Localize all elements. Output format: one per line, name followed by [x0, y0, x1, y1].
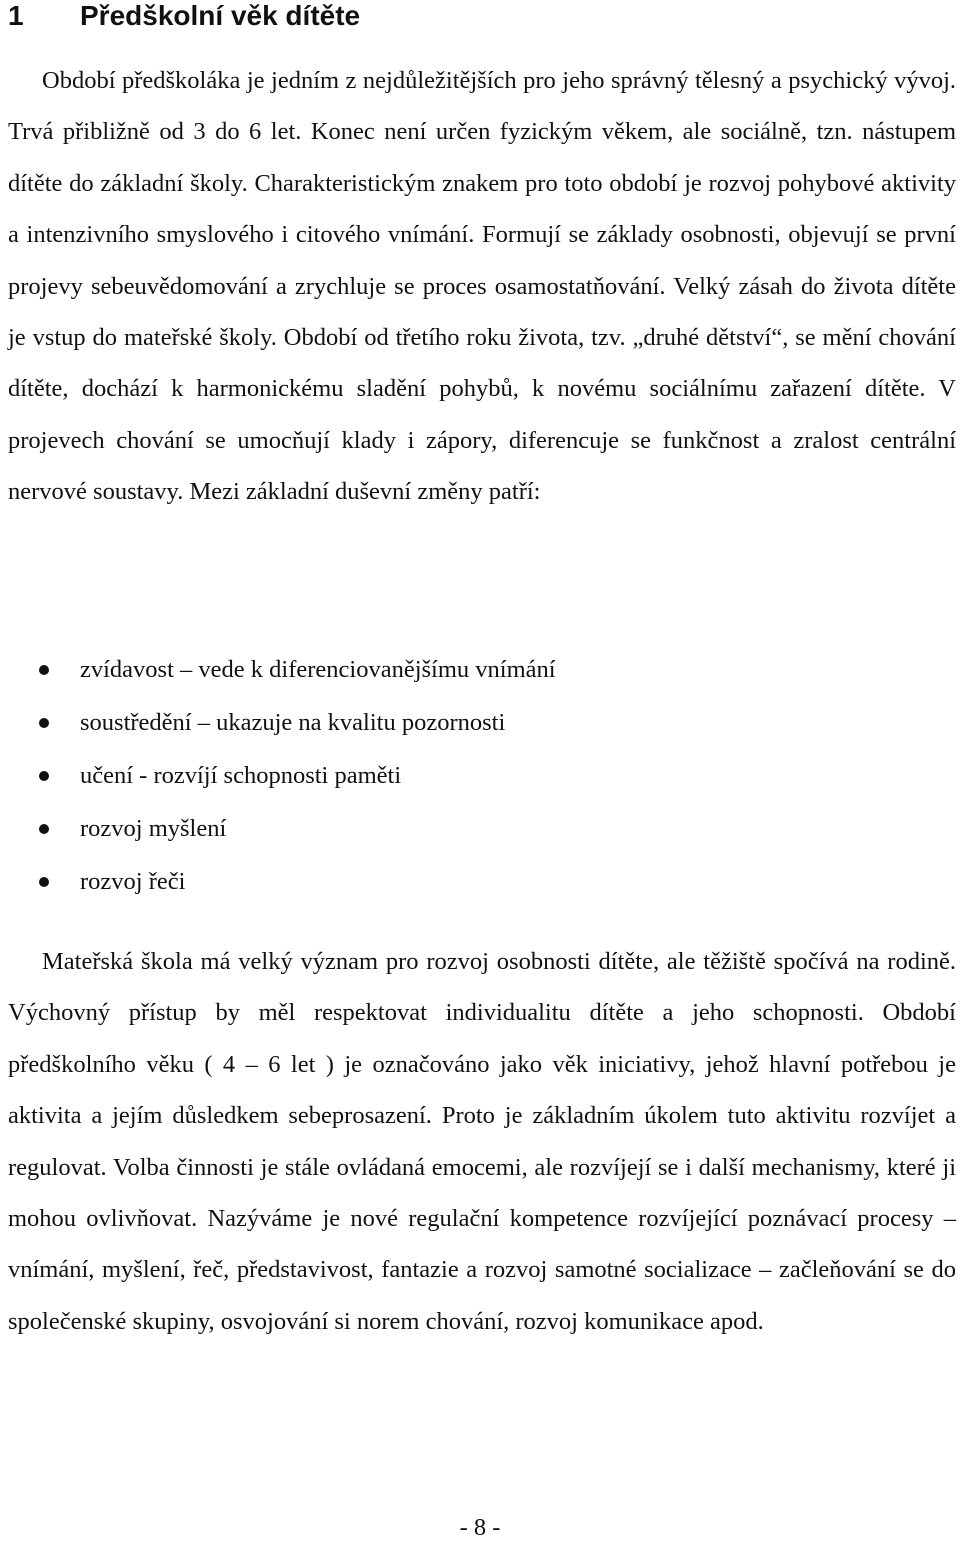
list-item: [0, 855, 556, 908]
page-number: - 8 -: [459, 1514, 501, 1541]
list-item-text: učení - rozvíjí schopnosti paměti: [80, 762, 402, 789]
list-item-text: zvídavost – vede k diferenciovanějšímu vnímání: [80, 656, 556, 683]
bullet-icon: [39, 877, 49, 887]
list-item-text: rozvoj řeči: [80, 868, 186, 895]
list-item-text: soustředění – ukazuje na kvalitu pozornosti: [80, 709, 506, 736]
intro-paragraph: Období předškoláka je jedním z nejdůležitějších pro jeho správný tělesný a psychický vývoj. Trvá přibližně od 3 do 6 let. Konec není určen fyzickým věkem, ale sociálně, tzn. nástupem dítěte do základní školy. Charakteristickým znakem pro toto období je rozvoj pohybové aktivity a intenzivního smyslového i citového vnímání. Formují se základy osobnosti, objevují se první projevy sebeuvědomování a zrychluje se proces osamostatňování. Velký zásah do života dítěte je vstup do mateřské školy. Období od třetího roku života, tzv. „druhé dětství“, se mění chování dítěte, dochází k harmonickému sladění pohybů, k novému sociálnímu zařazení dítěte. V projevech chování se umocňují klady i zápory, diferencuje se funkčnost a zralost centrální nervové soustavy. Mezi základní duševní změny patří:: [8, 67, 956, 506]
list-item: [0, 696, 556, 749]
bullet-icon: [39, 718, 49, 728]
chapter-heading: [8, 0, 360, 36]
mental-changes-list: [0, 643, 556, 908]
list-item: [0, 643, 556, 696]
bullet-icon: [39, 824, 49, 834]
list-item: [0, 802, 556, 855]
chapter-number: 1: [8, 0, 24, 31]
closing-paragraph: Mateřská škola má velký význam pro rozvoj osobnosti dítěte, ale těžiště spočívá na rodině. Výchovný přístup by měl respektovat individualitu dítěte a jeho schopnosti. Období předškolního věku ( 4 – 6 let ) je označováno jako věk iniciativy, jehož hlavní potřebou je aktivita a jejím důsledkem sebeprosazení. Proto je základním úkolem tuto aktivitu rozvíjet a regulovat. Volba činnosti je stále ovládaná emocemi, ale rozvíjejí se i další mechanismy, které ji mohou ovlivňovat. Nazýváme je nové regulační kompetence rozvíjející poznávací procesy – vnímání, myšlení, řeč, představivost, fantazie a rozvoj samotné socializace – začleňování se do společenské skupiny, osvojování si norem chování, rozvoj komunikace apod.: [8, 948, 956, 1335]
bullet-icon: [39, 771, 49, 781]
list-item: [0, 749, 556, 802]
chapter-title: Předškolní věk dítěte: [80, 0, 361, 31]
bullet-icon: [39, 665, 49, 675]
list-item-text: rozvoj myšlení: [80, 815, 227, 842]
